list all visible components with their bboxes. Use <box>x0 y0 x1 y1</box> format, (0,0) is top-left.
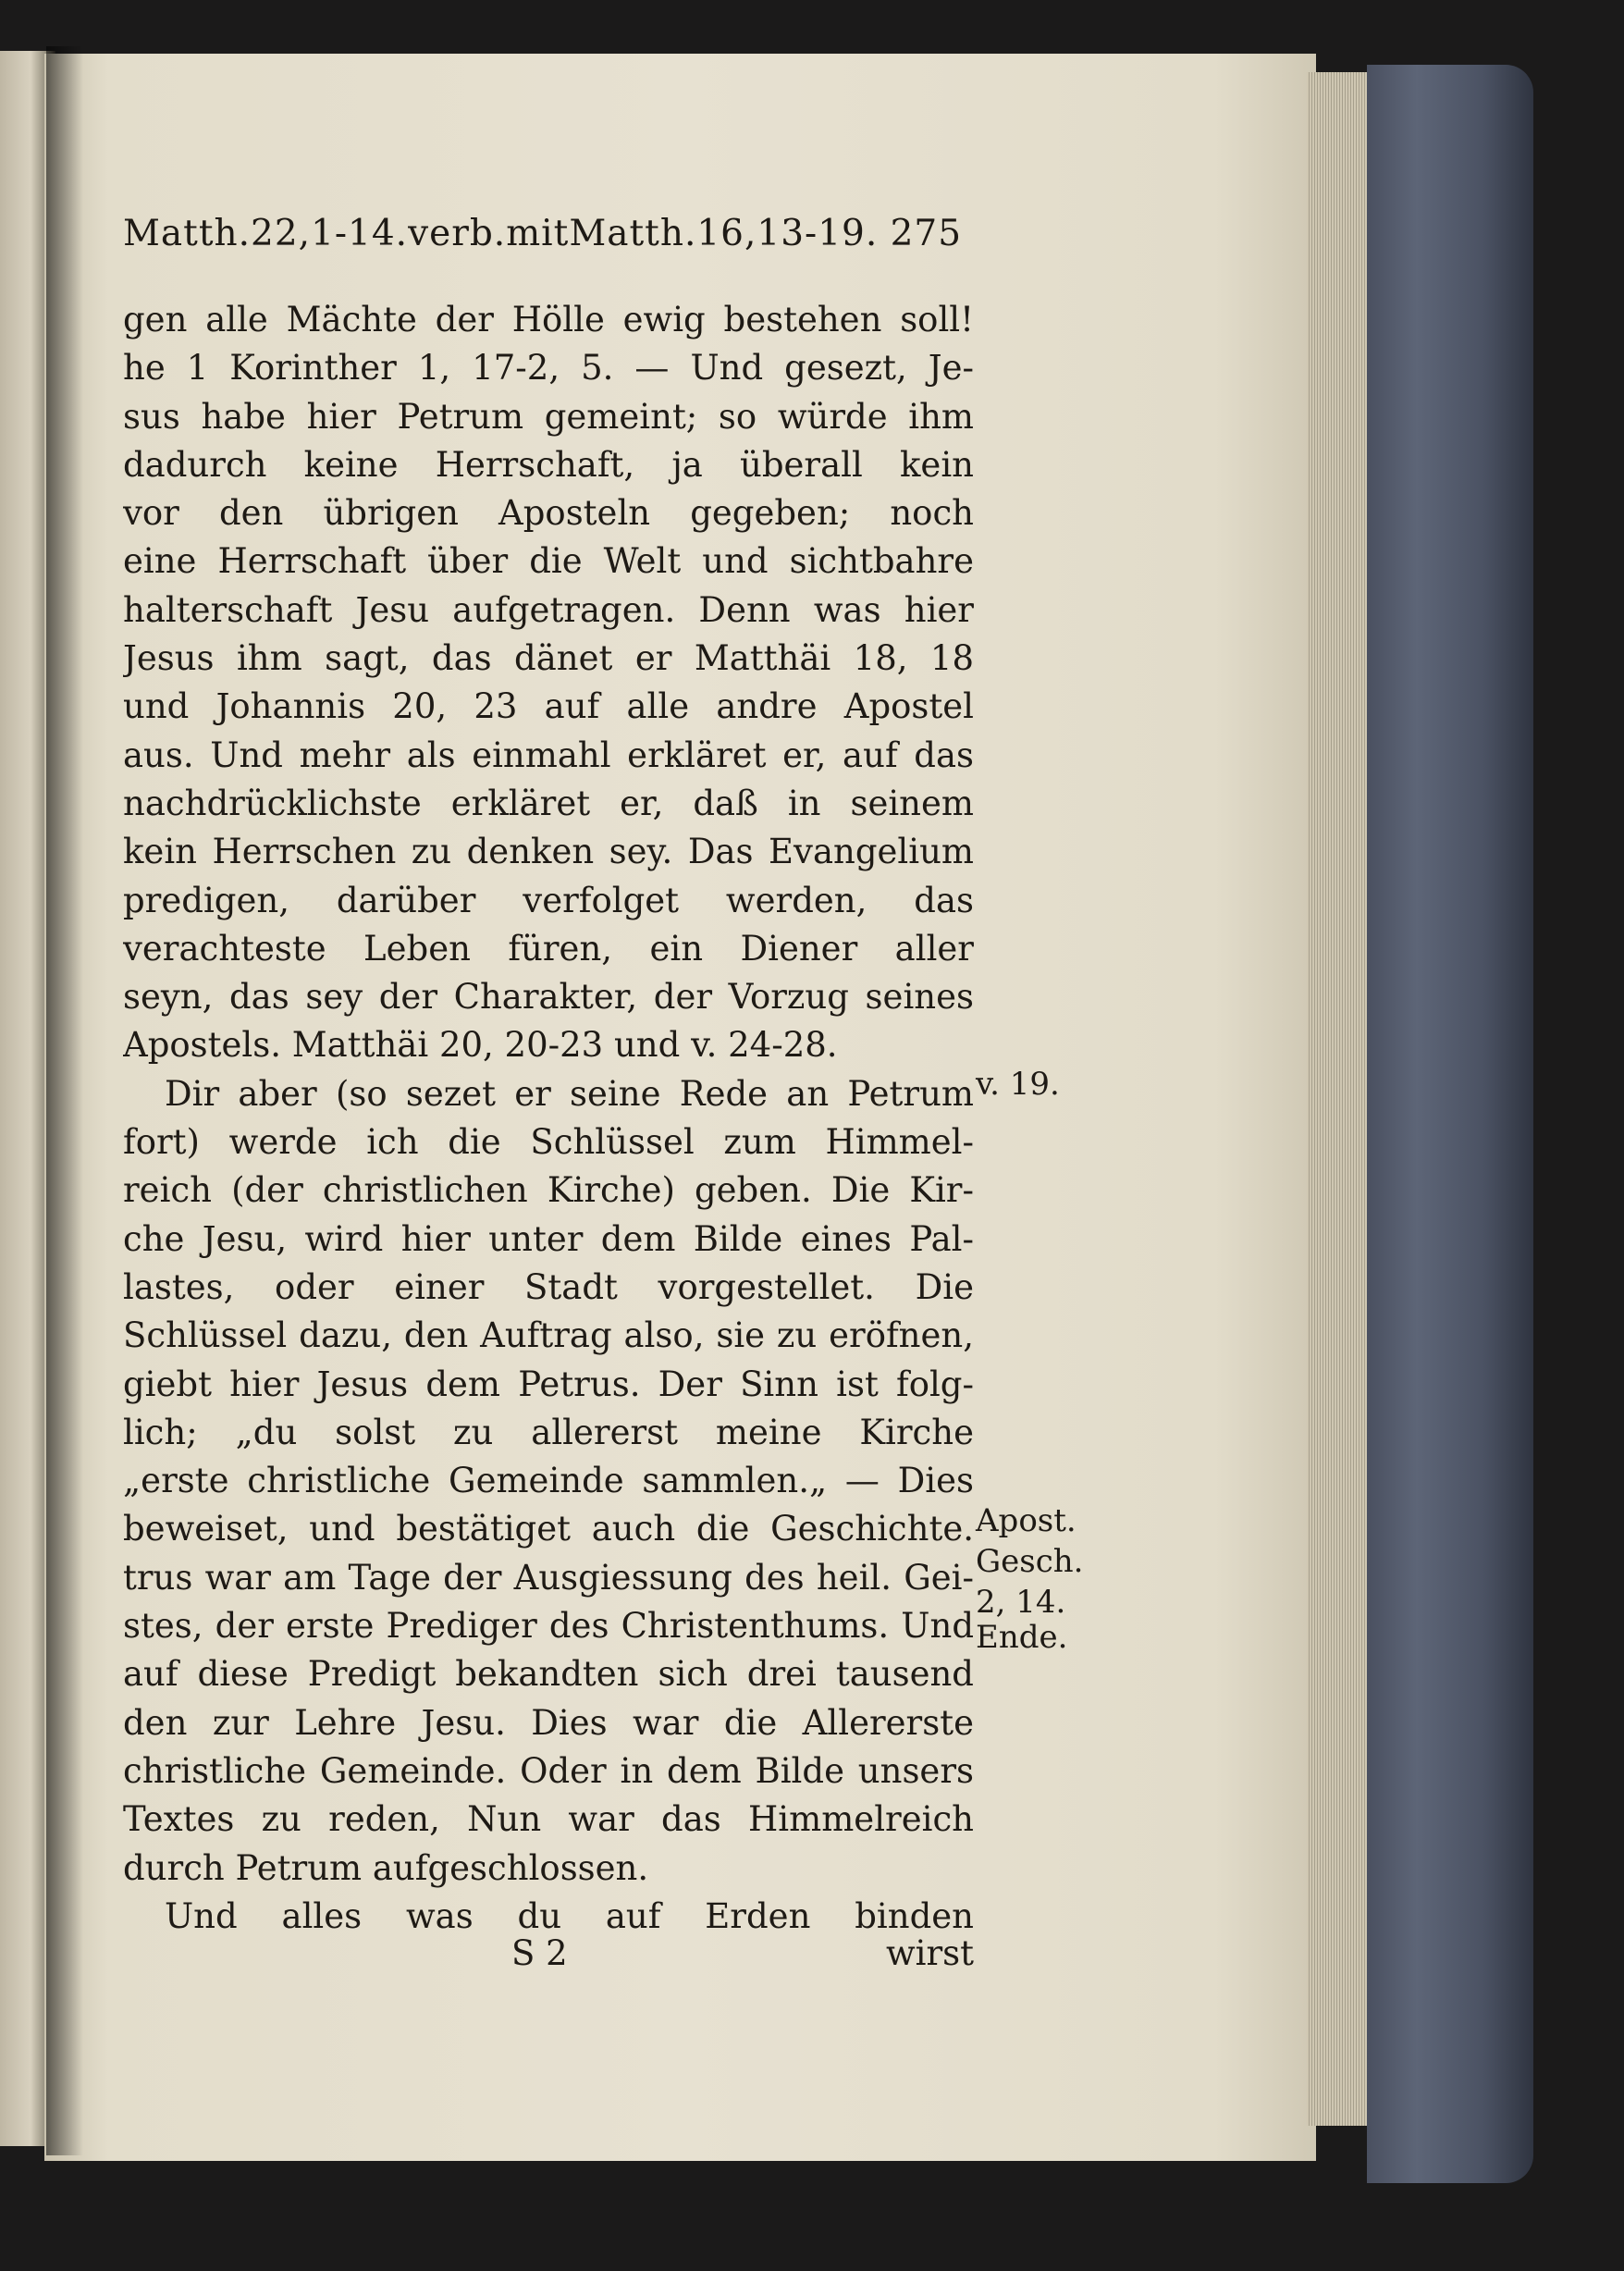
text-line: „erste christliche Gemeinde sammlen.„ — Dies <box>123 1461 974 1501</box>
text-line: Schlüssel dazu, den Auftrag also, sie zu eröfnen, <box>123 1315 974 1356</box>
text-line: den zur Lehre Jesu. Dies war die Allererste <box>123 1702 974 1743</box>
book-cover <box>1367 65 1533 2183</box>
text-line: predigen, darüber verfolget werden, das <box>123 880 974 920</box>
text-line: halterschaft Jesu aufgetragen. Denn was hier <box>123 589 974 630</box>
text-line: Textes zu reden, Nun war das Himmelreich <box>123 1799 974 1840</box>
text-line: Und alles was du auf Erden binden <box>165 1895 974 1936</box>
text-line: che Jesu, wird hier unter dem Bilde eines Pal- <box>123 1218 974 1259</box>
running-header: Matth.22,1-14.verb.mitMatth.16,13-19. 275 <box>123 213 963 254</box>
margin-ref-line: Gesch. <box>976 1543 1084 1580</box>
catchword: wirst <box>885 1933 974 1973</box>
text-line: christliche Gemeinde. Oder in dem Bilde unsers <box>123 1750 974 1791</box>
text-line: lich; „du solst zu allererst meine Kirche <box>123 1412 974 1452</box>
text-line: trus war am Tage der Ausgiessung des heil. Gei- <box>123 1557 974 1598</box>
text-line: he 1 Korinther 1, 17-2, 5. — Und gesezt, Je- <box>123 348 974 389</box>
text-line: lastes, oder einer Stadt vorgestellet. Die <box>123 1266 974 1307</box>
text-line: verachteste Leben füren, ein Diener aller <box>123 928 974 969</box>
body-text <box>123 296 974 1941</box>
page-footer <box>123 1930 974 1978</box>
text-line: aus. Und mehr als einmahl erkläret er, auf das <box>123 734 974 775</box>
signature-mark: S 2 <box>511 1933 568 1973</box>
text-line: reich (der christlichen Kirche) geben. Die Kir- <box>123 1170 974 1211</box>
margin-ref-line: Apost. <box>976 1502 1077 1539</box>
margin-verse-ref: v. 19. <box>976 1066 1060 1103</box>
page-stack-edge <box>1307 72 1374 2126</box>
text-line: beweiset, und bestätiget auch die Geschichte. <box>123 1509 974 1549</box>
text-line: Jesus ihm sagt, das dänet er Matthäi 18, 18 <box>123 638 974 679</box>
text-line: Dir aber (so sezet er seine Rede an Petrum <box>165 1073 974 1114</box>
text-line: dadurch keine Herrschaft, ja überall kein <box>123 444 974 485</box>
text-line: auf diese Predigt bekandten sich drei tausend <box>123 1654 974 1695</box>
text-line: gen alle Mächte der Hölle ewig bestehen soll! <box>123 300 974 339</box>
text-line: fort) werde ich die Schlüssel zum Himmel- <box>123 1122 974 1163</box>
margin-ref-line: 2, 14. <box>976 1584 1066 1621</box>
text-line: und Johannis 20, 23 auf alle andre Apostel <box>123 686 974 727</box>
text-line: vor den übrigen Aposteln gegeben; noch <box>123 493 974 534</box>
text-line: sus habe hier Petrum gemeint; so würde ihm <box>123 396 974 437</box>
text-line: stes, der erste Prediger des Christenthums. Und <box>123 1606 974 1647</box>
text-line: seyn, das sey der Charakter, der Vorzug seines <box>123 977 974 1018</box>
text-line: eine Herrschaft über die Welt und sichtbahre <box>123 541 974 582</box>
text-line: durch Petrum aufgeschlossen. <box>123 1847 649 1888</box>
text-line: giebt hier Jesus dem Petrus. Der Sinn ist folg- <box>123 1364 974 1404</box>
text-line: nachdrücklichste erkläret er, daß in seinem <box>123 783 974 823</box>
text-line: kein Herrschen zu denken sey. Das Evangelium <box>123 832 974 872</box>
gutter-shadow <box>46 46 83 2155</box>
margin-ref-line: Ende. <box>976 1619 1068 1656</box>
text-line: Apostels. Matthäi 20, 20-23 und v. 24-28. <box>123 1025 838 1066</box>
